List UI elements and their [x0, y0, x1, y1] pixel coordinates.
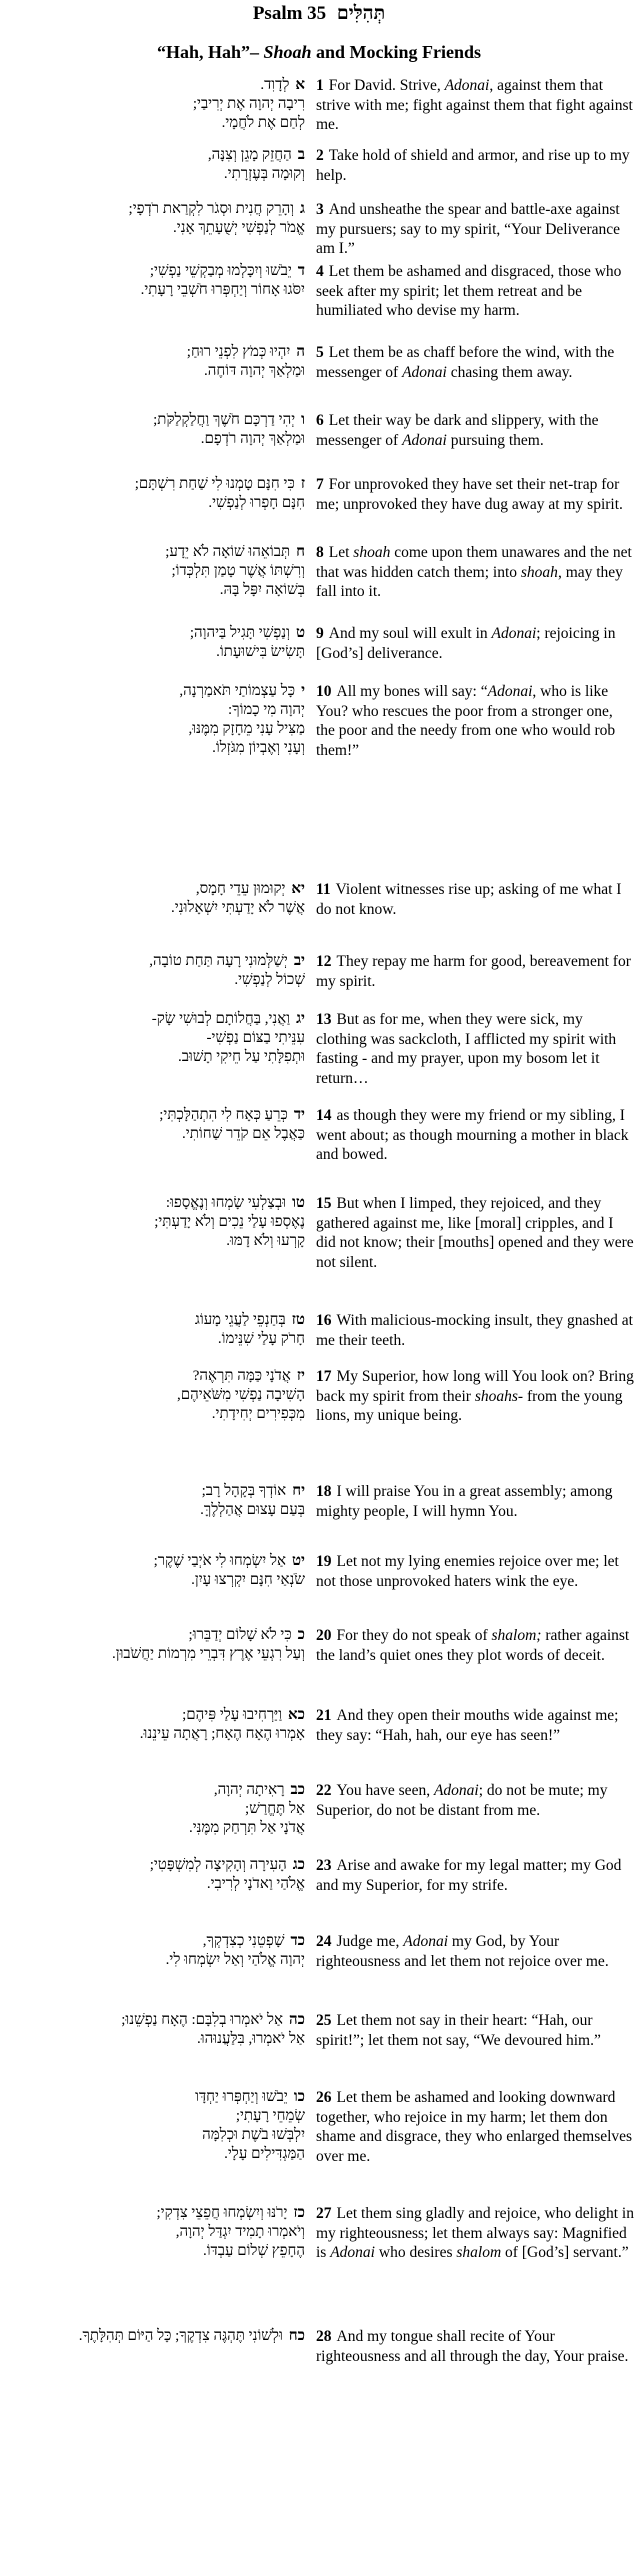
verse-text: Let not my lying enemies rejoice over me; let not those unprovoked haters wink the eye.: [316, 1553, 619, 1590]
verse-text: as though they were my friend or my sibling, I went about; as though mourning a mother in black and bowed.: [316, 1107, 629, 1163]
verse-english: [316, 262, 634, 321]
verse-text: pursuing them.: [446, 431, 544, 449]
hebrew-line: יְהוָה מִי כָמוֹךָ:: [228, 702, 305, 718]
italic-term: shoahs: [474, 1387, 518, 1405]
italic-term: shoah: [353, 544, 391, 561]
verse-hebrew: [5, 1482, 305, 1520]
italic-term: Adonai: [444, 77, 490, 94]
hebrew-verse-number: י: [301, 683, 305, 699]
verse-number: 12: [316, 953, 332, 970]
hebrew-line: חָרֹק עָלַי שִׁנֵּימוֹ.: [217, 1331, 305, 1347]
subtitle-italic: Shoah: [263, 42, 312, 62]
hebrew-line: טווּבְצַלְעִי שָׂמְחוּ וְנֶאֱסָפוּ:: [165, 1195, 305, 1211]
verse-hebrew: [5, 2011, 305, 2049]
hebrew-verse-number: כד: [290, 1933, 305, 1949]
verse-english: [316, 682, 634, 760]
verse-text: “: [476, 683, 488, 700]
hebrew-verse-number: ח: [296, 544, 305, 560]
hebrew-line: אֲשֶׁר לֹא יָדַעְתִּי יִשְׁאָלוּנִי.: [171, 900, 305, 916]
verse-english: [316, 624, 634, 663]
verse-text: For David.: [328, 77, 396, 94]
verse-number: 3: [316, 201, 324, 218]
verse-text: Let: [328, 544, 354, 561]
hebrew-line: קָרְעוּ וְלֹא דָמּוּ.: [226, 1233, 305, 1249]
hebrew-line: יחאוֹדְךָ בְּקָהָל רָב;: [201, 1483, 305, 1499]
verse-hebrew: [5, 76, 305, 133]
hebrew-line: וְעָנִי וְאֶבְיוֹן מִגֹּזְלוֹ.: [212, 740, 305, 756]
italic-term: shalom: [456, 2244, 502, 2261]
italic-term: Adonai: [403, 1933, 449, 1950]
hebrew-verse-number: יט: [292, 1553, 305, 1569]
verse-english: [316, 543, 634, 602]
verse-number: 20: [316, 1627, 332, 1644]
verse-hebrew: [5, 2088, 305, 2164]
verse-number: 19: [316, 1553, 332, 1570]
hebrew-line: יביְשַׁלְּמוּנִי רָעָה תַּחַת טוֹבָה,: [149, 953, 305, 969]
verse-number: 10: [316, 683, 332, 700]
verse-english: [316, 1932, 634, 1971]
verse-text: Let them be as chaff before the wind, with the messenger of: [316, 344, 615, 381]
verse-number: 23: [316, 1857, 332, 1874]
verse-english: [316, 2327, 634, 2366]
verse-english: [316, 2204, 634, 2263]
hebrew-line: אַל יֹאמְרוּ, בִּלַּעֲנוּהוּ.: [197, 2031, 305, 2047]
verse-english: [316, 475, 634, 514]
verse-english: [316, 411, 634, 450]
hebrew-verse-number: כא: [288, 1707, 305, 1723]
hebrew-line: יכָּל עַצְמוֹתַי תֹּאמַרְנָה,: [179, 683, 305, 699]
hebrew-verse-number: יד: [293, 1107, 305, 1123]
italic-term: Adonai: [402, 431, 447, 449]
italic-term: Adonai: [487, 683, 533, 700]
hebrew-line: גוְהָרֵק חֲנִית וּסְגֹר לִקְרַאת רֹדְפָי;: [128, 201, 305, 217]
hebrew-line: אֱלֹהַי וַאדֹנָי לְרִיבִי.: [206, 1876, 305, 1892]
verse-text: Let them be ashamed and disgraced, those who seek after my spirit; let them retreat and be humiliated who devise my harm.: [316, 263, 622, 319]
hebrew-verse-number: ג: [300, 201, 305, 217]
hebrew-line: זכִּי חִנָּם טָמְנוּ לִי שַׁחַת רִשְׁתָּם;: [134, 476, 305, 492]
verse-text: of [God’s] servant.”: [501, 2244, 629, 2261]
hebrew-verse-number: כ: [297, 1627, 305, 1643]
hebrew-line: יטאַל יִשְׂמְחוּ לִי אֹיְבַי שֶׁקֶר;: [153, 1553, 305, 1569]
verse-number: 4: [316, 263, 324, 280]
verse-number: 22: [316, 1782, 332, 1799]
verse-english: [316, 1482, 634, 1521]
verse-english: [316, 1194, 634, 1272]
verse-hebrew: [5, 411, 305, 449]
page-header: [0, 0, 638, 64]
hebrew-verse-number: ז: [300, 476, 305, 492]
hebrew-line: תָּשִׂישׂ בִּישׁוּעָתוֹ.: [216, 644, 305, 660]
verse-number: 26: [316, 2089, 332, 2106]
verse-text: Judge me,: [336, 1933, 404, 1950]
verse-text: Let them be ashamed and looking downward together, who rejoice in my harm; let them don shame and disgrace, they who enlarged themselves over me.: [316, 2089, 633, 2165]
hebrew-line: וּתְפִלָּתִי עַל חֵיקִי תָשׁוּב.: [177, 1049, 305, 1065]
italic-term: shoah: [520, 563, 558, 581]
verse-number: 1: [316, 77, 324, 94]
hebrew-line: יְהוָה אֱלֹהַי וְאַל יִשְׂמְחוּ לִי.: [165, 1952, 305, 1968]
verse-hebrew: [5, 343, 305, 381]
verse-text: , may they fall into it.: [316, 563, 623, 600]
hebrew-line: וּמַלְאַךְ יְהוָה דּוֹחֶה.: [204, 363, 305, 379]
verse-english: [316, 1626, 634, 1665]
verse-text: Let them sing gladly and rejoice, who delight in my righteousness; let them always say: Magnified is: [316, 2205, 634, 2261]
verse-english: [316, 2088, 634, 2166]
hebrew-line: יאיְקוּמוּן עֵדֵי חָמָס,: [195, 881, 305, 897]
hebrew-line: יִלְבְּשׁוּ בֹשֶׁת וּכְלִמָּה: [202, 2127, 305, 2143]
hebrew-line: הַמַּגְדִּילִים עָלָי.: [224, 2146, 305, 2162]
verse-hebrew: [5, 1856, 305, 1894]
hebrew-line: בְּעַם עָצוּם אֲהַלְלֶךָּ.: [200, 1502, 305, 1518]
verse-hebrew: [5, 2327, 305, 2346]
hebrew-verse-number: טו: [292, 1195, 305, 1211]
verse-number: 25: [316, 2012, 332, 2029]
hebrew-line: שְׂמֵחֵי רָעָתִי;: [235, 2108, 305, 2124]
hebrew-line: כַּאֲבֶל אֵם קֹדֵר שַׁחוֹתִי.: [182, 1126, 305, 1142]
verse-hebrew: [5, 543, 305, 600]
hebrew-line: כחוּלְשׁוֹנִי תֶּהְגֶּה צִדְקֶךָ; כָּל הַיּוֹם תְּהִלָּתֶךָ.: [78, 2328, 305, 2344]
verse-text: For unprovoked they have set their net-trap for me; unprovoked they have dug away at my spirit.: [316, 476, 623, 513]
verse-hebrew: [5, 1106, 305, 1144]
verse-text: All my bones will say:: [336, 683, 477, 700]
verse-english: [316, 200, 634, 259]
verse-english: [316, 343, 634, 382]
verse-text: But as for me, when they were sick, my clothing was sackcloth, I afflicted my spirit with fasting - and my prayer, upon my bosom let it return…: [316, 1011, 617, 1087]
verse-hebrew: [5, 262, 305, 300]
hebrew-line: נֶאֶסְפוּ עָלַי נֵכִים וְלֹא יָדַעְתִּי;: [154, 1214, 305, 1230]
hebrew-line: ויְהִי דַרְכָּם חֹשֶׁךְ וַחֲלַקְלַקֹּת;: [153, 412, 305, 428]
verse-text: ; do not be mute; my Superior, do not be distant from me.: [316, 1782, 608, 1819]
hebrew-line: כדשָׁפְטֵנִי כְצִדְקְךָ,: [202, 1933, 305, 1949]
verse-text: who desires: [375, 2244, 457, 2261]
hebrew-line: כויֵבֹשׁוּ וְיַחְפְּרוּ יַחְדָּו: [195, 2089, 305, 2105]
verse-hebrew: [5, 1010, 305, 1067]
hebrew-line: שְׁכוֹל לְנַפְשִׁי.: [234, 972, 305, 988]
verse-number: 13: [316, 1011, 332, 1028]
verse-text: I will praise You in a great assembly; among mighty people, I will hymn You.: [316, 1483, 613, 1520]
hebrew-verse-number: יז: [296, 1368, 305, 1384]
hebrew-line: לְחַם אֶת לֹחֲמָי.: [221, 115, 305, 131]
hebrew-line: מִכְּפִירִים יְחִידָתִי.: [211, 1406, 305, 1422]
hebrew-line: כזיָרֹנּוּ וְיִשְׂמְחוּ חֲפֵצֵי צִדְקִי;: [156, 2205, 305, 2221]
verse-english: [316, 1367, 634, 1426]
verse-hebrew: [5, 624, 305, 662]
hebrew-line: וְיֹאמְרוּ תָמִיד יִגְדַּל יְהוָה,: [175, 2224, 305, 2240]
hebrew-verse-number: יא: [291, 881, 305, 897]
hebrew-line: וְעַל רִגְעֵי אֶרֶץ דִּבְרֵי מִרְמוֹת יַחֲשֹׁבוּן.: [112, 1646, 305, 1662]
hebrew-verse-number: יג: [296, 1011, 305, 1027]
hebrew-verse-number: א: [295, 77, 305, 93]
verse-hebrew: [5, 682, 305, 758]
hebrew-line: מַצִּיל עָנִי מֵחָזָק מִמֶּנּוּ,: [188, 721, 305, 737]
verse-number: 9: [316, 625, 324, 642]
hebrew-verse-number: ט: [295, 625, 305, 641]
verse-english: [316, 146, 634, 185]
verse-hebrew: [5, 1311, 305, 1349]
hebrew-line: דיֵבֹשׁוּ וְיִכָּלְמוּ מְבַקְשֵׁי נַפְשִׁי;: [149, 263, 305, 279]
hebrew-line: חִנָּם חָפְרוּ לְנַפְשִׁי.: [208, 495, 305, 511]
hebrew-verse-number: כז: [293, 2205, 305, 2221]
hebrew-line: אָמְרוּ הֶאָח הֶאָח; רָאֲתָה עֵינֵנוּ.: [139, 1726, 305, 1742]
hebrew-line: טזבְּחַנְפֵי לַעֲגֵי מָעוֹג: [194, 1312, 305, 1328]
hebrew-line: אֲדֹנָי אַל תִּרְחַק מִמֶּנִּי.: [188, 1820, 305, 1836]
verse-number: 2: [316, 147, 324, 164]
verse-number: 5: [316, 344, 324, 361]
verse-text: Arise and awake for my legal matter; my God and my Superior, for my strife.: [316, 1857, 622, 1894]
hebrew-line: עִנֵּיתִי בַצּוֹם נַפְשִׁי-: [206, 1030, 305, 1046]
hebrew-line: כהאַל יֹאמְרוּ בְלִבָּם: הֶאָח נַפְשֵׁנוּ;: [121, 2012, 305, 2028]
verse-number: 21: [316, 1707, 332, 1724]
verse-english: [316, 1856, 634, 1895]
verse-english: [316, 952, 634, 991]
hebrew-line: כגהָעִירָה וְהָקִיצָה לְמִשְׁפָּטִי;: [149, 1857, 305, 1873]
verse-text: You have seen,: [336, 1782, 434, 1799]
subtitle-rest: and Mocking Friends: [311, 42, 482, 62]
verse-text: They repay me harm for good, bereavement for my spirit.: [316, 953, 631, 990]
verse-text: , who is like You? who rescues the poor from a stronger one, the poor and the needy from one who would rob them!”: [316, 683, 616, 759]
hebrew-line: אֱמֹר לְנַפְשִׁי יְשֻׁעָתֵךְ אָנִי.: [173, 220, 305, 236]
verse-text: come upon them unawares and the net that was hidden catch them; into: [316, 544, 632, 581]
verse-text: And my soul will exult in: [328, 625, 492, 642]
italic-term: Adonai: [491, 625, 537, 642]
verse-english: [316, 1552, 634, 1591]
italic-term: Adonai: [402, 363, 447, 381]
verse-number: 11: [316, 881, 331, 898]
verse-text: My Superior, how long will You look on? Bring back my spirit from their: [316, 1368, 634, 1405]
italic-term: shalom;: [491, 1627, 542, 1644]
psalm-title-hebrew: תְּהִלִּים: [336, 3, 386, 24]
verse-english: [316, 1106, 634, 1165]
hebrew-line: טוְנַפְשִׁי תָּגִיל בַּיהוָה;: [189, 625, 305, 641]
hebrew-verse-number: כה: [289, 2012, 305, 2028]
hebrew-verse-number: כב: [290, 1782, 305, 1798]
verse-hebrew: [5, 880, 305, 918]
hebrew-line: ככִּי לֹא שָׁלוֹם יְדַבֵּרוּ;: [188, 1627, 305, 1643]
verse-hebrew: [5, 200, 305, 238]
verse-english: [316, 880, 634, 919]
verse-number: 8: [316, 544, 324, 561]
verse-text: Strive,: [395, 77, 445, 94]
verse-hebrew: [5, 1194, 305, 1251]
verse-number: 16: [316, 1312, 332, 1329]
psalm-title-line: [0, 2, 638, 26]
verse-text: For they do not speak of: [336, 1627, 492, 1644]
verse-hebrew: [5, 952, 305, 990]
verse-english: [316, 1706, 634, 1745]
verse-text: But when I limped, they rejoiced, and they gathered against me, like [moral] cripples, and I did not know; their [mouths] opened and they were not silent.: [316, 1195, 634, 1271]
verse-text: With malicious-mocking insult, they gnashed at me their teeth.: [316, 1312, 633, 1349]
hebrew-line: בהַחֲזֵק מָגֵן וְצִנָּה,: [207, 147, 305, 163]
verse-number: 28: [316, 2328, 332, 2345]
hebrew-line: יזאֲדֹנָי כַּמָּה תִּרְאֶה?: [192, 1368, 305, 1384]
verse-text: Take hold of shield and armor, and rise up to my help.: [316, 147, 630, 184]
hebrew-verse-number: ה: [296, 344, 305, 360]
hebrew-verse-number: ו: [301, 412, 305, 428]
hebrew-line: רִיבָה יְהוָה אֶת יְרִיבַי;: [192, 96, 305, 112]
subtitle-dash: –: [249, 42, 259, 62]
verse-number: 15: [316, 1195, 332, 1212]
hebrew-line: כברָאִיתָה יְהוָה,: [213, 1782, 305, 1798]
hebrew-line: יגוַאֲנִי, בַּחֲלוֹתָם לְבוּשִׁי שָׂק-: [151, 1011, 305, 1027]
verse-english: [316, 1010, 634, 1088]
verse-hebrew: [5, 1781, 305, 1838]
hebrew-line: וְקוּמָה בְּעֶזְרָתִי.: [223, 166, 305, 182]
verse-hebrew: [5, 1552, 305, 1590]
hebrew-verse-number: טז: [291, 1312, 305, 1328]
verse-number: 24: [316, 1933, 332, 1950]
verse-text: And my tongue shall recite of Your righteousness and all through the day, Your praise.: [316, 2328, 629, 2365]
verse-hebrew: [5, 1626, 305, 1664]
hebrew-line: ידכְּרֵעַ כְּאָח לִי הִתְהַלָּכְתִּי;: [159, 1107, 305, 1123]
verse-text: ; rejoicing in [God’s] deliverance.: [316, 625, 616, 662]
verse-text: rather against the land’s quiet ones they plot words of deceit.: [316, 1627, 630, 1664]
verse-hebrew: [5, 1706, 305, 1744]
verse-text: , against them that strive with me; fight against them that fight against me.: [316, 77, 633, 133]
hebrew-line: וְרִשְׁתּוֹ אֲשֶׁר טָמַן תִּלְכְּדוֹ;: [171, 563, 305, 579]
verse-hebrew: [5, 2204, 305, 2261]
verse-english: [316, 2011, 634, 2050]
verse-number: 6: [316, 412, 324, 429]
hebrew-line: שֹׂנְאַי חִנָּם יִקְרְצוּ עָיִן.: [191, 1572, 305, 1588]
verse-number: 17: [316, 1368, 332, 1385]
hebrew-verse-number: ד: [297, 263, 305, 279]
hebrew-line: היִהְיוּ כְּמֹץ לִפְנֵי רוּחַ;: [186, 344, 305, 360]
verse-text: And unsheathe the spear and battle-axe against my pursuers; say to my spirit, “Your Deliverance am I.”: [316, 201, 621, 257]
verse-text: Let them not say in their heart: “Hah, our spirit!”; let them not say, “We devoured him.”: [316, 2012, 601, 2049]
verse-text: - from the young lions, my unique being.: [316, 1387, 623, 1424]
verse-hebrew: [5, 475, 305, 513]
hebrew-line: וּמַלְאַךְ יְהוָה רֹדְפָם.: [200, 431, 305, 447]
verse-text: chasing them away.: [446, 363, 573, 381]
hebrew-line: הָשִׁיבָה נַפְשִׁי מִשֹּׁאֵיהֶם,: [176, 1387, 305, 1403]
italic-term: Adonai: [330, 2244, 375, 2261]
psalm-title: Psalm 35: [252, 3, 327, 24]
verse-number: 27: [316, 2205, 332, 2222]
hebrew-line: אַל תֶּחֱרַשׁ;: [245, 1801, 305, 1817]
verse-number: 18: [316, 1483, 332, 1500]
verse-text: Violent witnesses rise up; asking of me what I do not know.: [316, 881, 622, 918]
verse-hebrew: [5, 146, 305, 184]
hebrew-line: הֶחָפֵץ שְׁלוֹם עַבְדּוֹ.: [202, 2243, 305, 2259]
verse-english: [316, 76, 634, 135]
verse-text: And they open their mouths wide against me; they say: “Hah, hah, our eye has seen!”: [316, 1707, 619, 1744]
verse-number: 7: [316, 476, 324, 493]
hebrew-verse-number: יח: [292, 1483, 305, 1499]
hebrew-verse-number: כג: [292, 1857, 305, 1873]
hebrew-verse-number: ב: [297, 147, 305, 163]
subtitle-quote: “Hah, Hah”: [156, 42, 250, 62]
verse-number: 14: [316, 1107, 332, 1124]
hebrew-verse-number: יב: [293, 953, 305, 969]
hebrew-line: כאוַיַּרְחִיבוּ עָלַי פִּיהֶם;: [182, 1707, 305, 1723]
hebrew-line: אלְדָוִד.: [260, 77, 305, 93]
hebrew-line: חתְּבוֹאֵהוּ שׁוֹאָה לֹא יֵדָע;: [165, 544, 305, 560]
italic-term: Adonai: [433, 1782, 479, 1799]
verse-text: Let their way be dark and slippery, with the messenger of: [316, 412, 599, 449]
verse-text: my God, by Your righteousness and let them not rejoice over me.: [316, 1933, 609, 1970]
psalm-subtitle: [0, 40, 638, 64]
verse-english: [316, 1311, 634, 1350]
hebrew-line: בְּשׁוֹאָה יִפָּל בָּהּ.: [219, 582, 305, 598]
verse-hebrew: [5, 1367, 305, 1424]
hebrew-line: יִסֹּגוּ אָחוֹר וְיַחְפְּרוּ חֹשְׁבֵי רָעָתִי.: [140, 282, 305, 298]
hebrew-verse-number: כו: [293, 2089, 305, 2105]
hebrew-verse-number: כח: [288, 2328, 305, 2344]
verse-hebrew: [5, 1932, 305, 1970]
verse-english: [316, 1781, 634, 1820]
